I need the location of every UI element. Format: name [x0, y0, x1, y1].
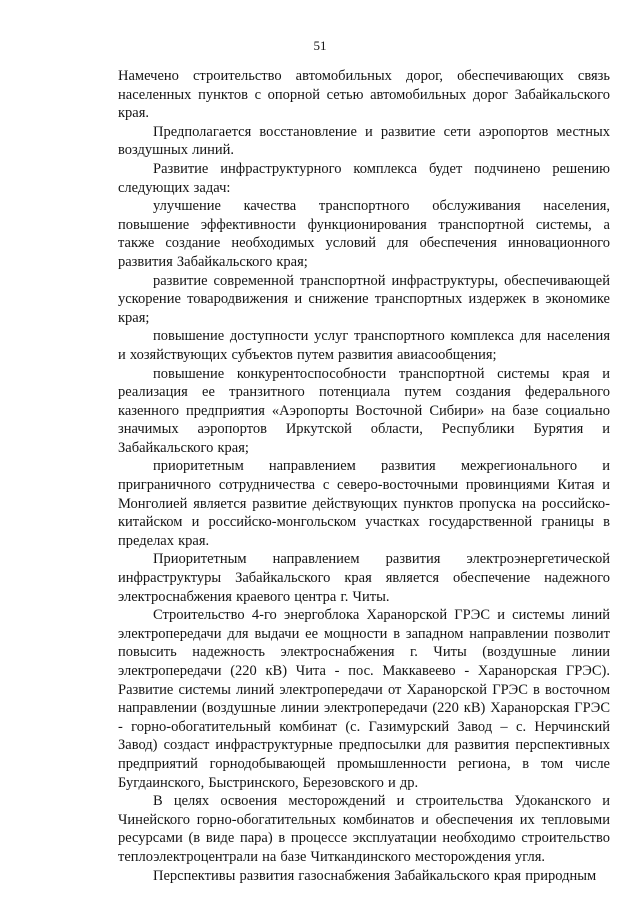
paragraph-gas-supply: Перспективы развития газоснабжения Забайкальского края природным [153, 867, 597, 884]
paragraph-energy-priority: Приоритетным направлением развития электроэнергетической инфраструктуры Забайкальского края является обеспечение надежного электроснабжения краевого центра г. Читы. [118, 551, 610, 605]
paragraph-task-infrastructure: развитие современной транспортной инфраструктуры, обеспечивающей ускорение товародвижения и снижение транспортных издержек в экономике края; [118, 272, 610, 326]
paragraph-task-competitiveness: повышение конкурентоспособности транспортной системы края и реализация ее транзитного потенциала путем создания федерального казенного предприятия «Аэропорты Восточной Сибири» на базе социально значимых аэропортов Иркутской области, Республики Бурятия и Забайкальского края; [118, 365, 610, 456]
document-body [118, 67, 610, 885]
page-number: 51 [313, 38, 327, 53]
paragraph-roads: Намечено строительство автомобильных дорог, обеспечивающих связь населенных пунктов с опорной сетью автомобильных дорог Забайкальского края. [118, 68, 610, 122]
paragraph-power-unit: Строительство 4-го энергоблока Харанорской ГРЭС и системы линий электропередачи для выдачи ее мощности в западном направлении позволит повысить надежность электроснабжения г. Читы (воздушные линии электропередачи (220 кВ) Чита - пос. Маккавеево - Харанорская ГРЭС). Развитие системы линий электропередачи от Харанорской ГРЭС в восточном направлении (воздушные линии электропередачи (220 кВ) Харанорская ГРЭС - горно-обогатительный комбинат (с. Газимурский Завод – с. Нерчинский Завод) создаст инфраструктурные предпосылки для развития перспективных предприятий горнодобывающей промышленности региона, в том числе Бугдаинского, Быстринского, Березовского и др. [118, 607, 610, 791]
paragraph-task-transport-quality: улучшение качества транспортного обслуживания населения, повышение эффективности функционирования транспортной системы, а также создание необходимых условий для обеспечения инновационного развития Забайкальского края; [118, 198, 610, 270]
paragraph-border-cooperation: приоритетным направлением развития межрегионального и приграничного сотрудничества с северо-восточными провинциями Китая и Монголией является развитие действующих пунктов пропуска на российско-китайском и российско-монгольском участках государственной границы в пределах края. [118, 458, 610, 549]
paragraph-task-air-access: повышение доступности услуг транспортного комплекса для населения и хозяйствующих субъектов путем развития авиасообщения; [118, 328, 610, 363]
paragraph-mining-heat: В целях освоения месторождений и строительства Удоканского и Чинейского горно-обогатительных комбинатов и обеспечения их тепловыми ресурсами (в виде пара) в процессе эксплуатации необходимо строительство теплоэлектроцентрали на базе Читкандинского месторождения угля. [118, 793, 610, 865]
paragraph-airports: Предполагается восстановление и развитие сети аэропортов местных воздушных линий. [118, 123, 610, 159]
paragraph-tasks-intro: Развитие инфраструктурного комплекса будет подчинено решению следующих задач: [118, 160, 610, 196]
